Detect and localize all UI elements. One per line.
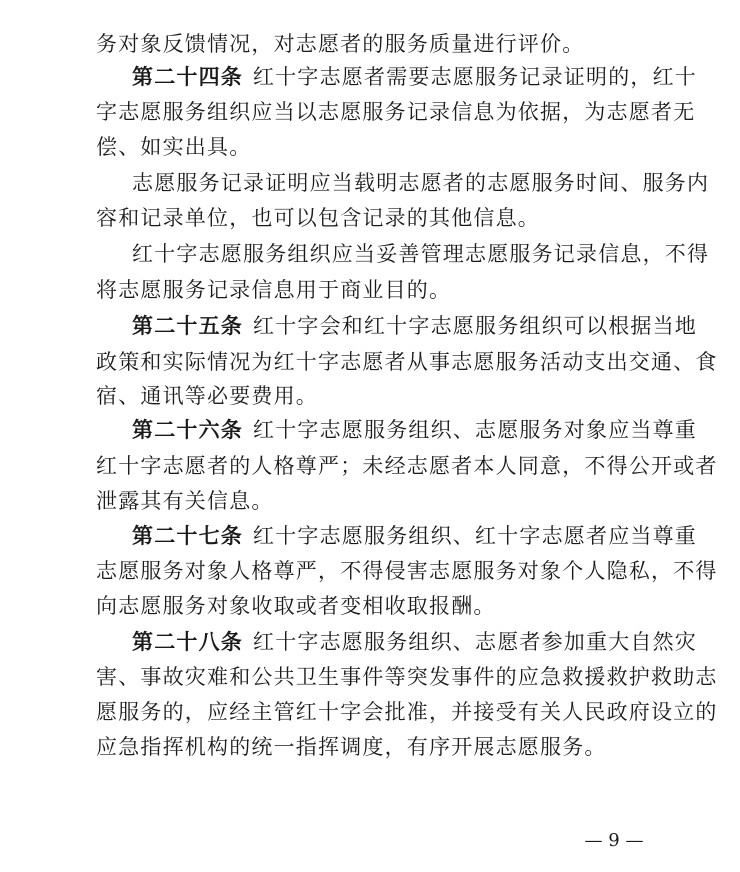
text-line: 容和记录单位，也可以包含记录的其他信息。: [96, 206, 540, 230]
article-27-heading: 第二十七条: [132, 523, 243, 548]
text-line: 红十字志愿服务组织应当妥善管理志愿服务记录信息，不得: [132, 242, 710, 266]
article-28-heading: 第二十八条: [132, 629, 243, 654]
article-24-heading: 第二十四条: [132, 64, 243, 89]
text-line: 志愿服务对象人格尊严，不得侵害志愿服务对象个人隐私，不得: [96, 559, 718, 583]
article-27-first-line: [132, 516, 697, 556]
article-26-first-line: [132, 410, 697, 450]
text-line: 务对象反馈情况，对志愿者的服务质量进行评价。: [96, 32, 585, 56]
article-28-text: 红十字志愿服务组织、志愿者参加重大自然灾: [253, 630, 697, 654]
text-line: 字志愿服务组织应当以志愿服务记录信息为依据，为志愿者无: [96, 100, 696, 124]
text-line: 宿、通讯等必要费用。: [96, 384, 318, 408]
text-line: 害、事故灾难和公共卫生事件等突发事件的应急救援救护救助志: [96, 665, 718, 689]
article-24-first-line: [132, 57, 697, 97]
text-line: 将志愿服务记录信息用于商业目的。: [96, 278, 452, 302]
text-line: 愿服务的，应经主管红十字会批准，并接受有关人民政府设立的: [96, 700, 718, 724]
text-line: 红十字志愿者的人格尊严；未经志愿者本人同意，不得公开或者: [96, 454, 718, 478]
article-26-heading: 第二十六条: [132, 417, 243, 442]
text-line: 向志愿服务对象收取或者变相收取报酬。: [96, 594, 496, 618]
article-28-first-line: [132, 622, 697, 662]
text-line: 志愿服务记录证明应当载明志愿者的志愿服务时间、服务内: [132, 171, 710, 195]
text-line: 泄露其有关信息。: [96, 489, 274, 513]
article-27-text: 红十字志愿服务组织、红十字志愿者应当尊重: [253, 524, 697, 548]
text-line: 政策和实际情况为红十字志愿者从事志愿服务活动支出交通、食: [96, 350, 718, 374]
text-line: 应急指挥机构的统一指挥调度，有序开展志愿服务。: [96, 735, 607, 759]
text-line: 偿、如实出具。: [96, 135, 252, 159]
page-number: — 9 —: [584, 830, 644, 851]
article-25-first-line: [132, 306, 697, 346]
article-26-text: 红十字志愿服务组织、志愿服务对象应当尊重: [253, 418, 697, 442]
article-24-text: 红十字志愿者需要志愿服务记录证明的，红十: [253, 65, 697, 89]
article-25-heading: 第二十五条: [132, 313, 243, 338]
article-25-text: 红十字会和红十字志愿服务组织可以根据当地: [253, 314, 697, 338]
